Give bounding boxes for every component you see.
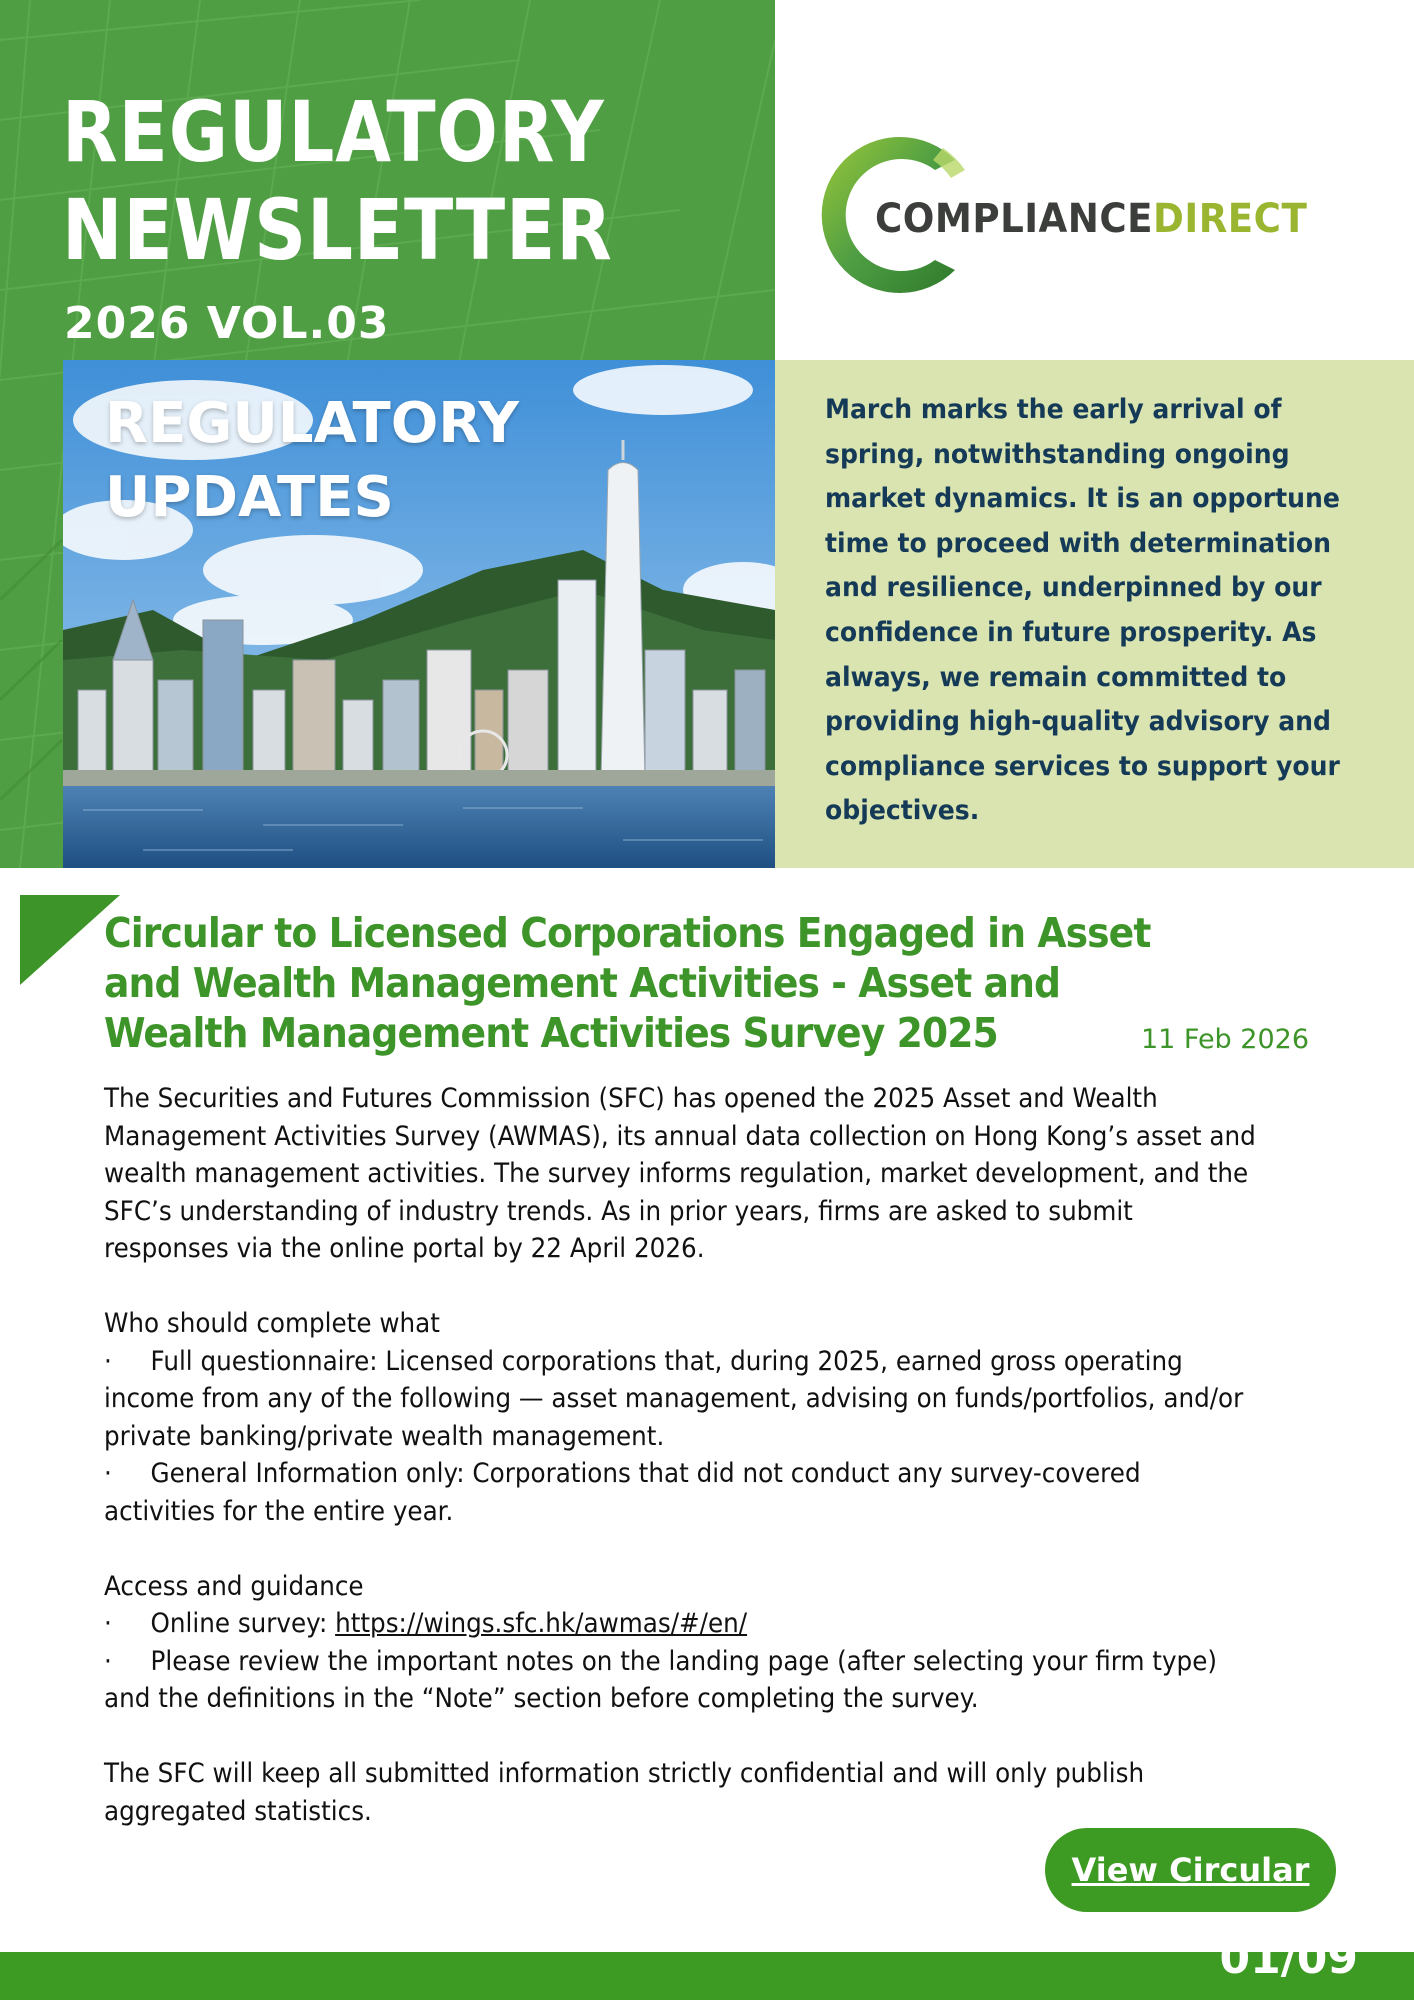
spacer	[104, 1530, 1257, 1568]
bullet-icon: ·	[104, 1608, 112, 1639]
list-item	[104, 1343, 1257, 1456]
newsletter-title-line-2: NEWSLETTER	[62, 181, 613, 279]
view-circular-button[interactable]: View Circular	[1045, 1828, 1336, 1912]
list-item	[104, 1643, 1257, 1718]
section-heading-access: Access and guidance	[104, 1570, 364, 1602]
bullet-text: Please review the important notes on the landing page (after selecting your firm type) and the definitions in the “Note” section before completing the survey.	[104, 1645, 1217, 1714]
section-heading-who: Who should complete what	[104, 1308, 440, 1339]
closing-paragraph: The SFC will keep all submitted information strictly confidential and will only publish aggregated statistics.	[104, 1758, 1145, 1827]
list-item	[104, 1605, 1257, 1643]
intro-message: March marks the early arrival of spring, notwithstanding ongoing market dynamics. It is an opportune time to proceed with determination and resilience, underpinned by our confidence in future prosperity. As always, we remain committed to providing high-quality advisory and compliance services to support your objectives.	[825, 394, 1340, 827]
hero-overlay-line-1: REGULATORY	[105, 391, 519, 456]
bullet-icon: ·	[104, 1345, 112, 1377]
bullet-text: Full questionnaire: Licensed corporations that, during 2025, earned gross operating income from any of the following — asset management, advising on funds/portfolios, and/or private banking/private wealth management.	[104, 1345, 1244, 1452]
logo-text-direct: DIRECT	[1153, 196, 1308, 242]
volume-label: 2026 VOL.03	[64, 298, 390, 349]
page-number: 01/09	[1219, 1933, 1358, 1984]
article-paragraph: The Securities and Futures Commission (SFC) has opened the 2025 Asset and Wealth Management Activities Survey (AWMAS), its annual data collection on Hong Kong’s asset and wealth management activities. The survey informs regulation, market development, and the SFC’s understanding of industry trends. As in prior years, firms are asked to submit responses via the online portal by 22 April 2026.	[104, 1083, 1256, 1264]
article-title: Circular to Licensed Corporations Engaged in Asset and Wealth Management Activities - Asset and Wealth Management Activities Survey 2025	[104, 909, 1151, 1057]
bullet-label: Online survey:	[150, 1608, 336, 1639]
online-survey-link[interactable]: https://wings.sfc.hk/awmas/#/en/	[335, 1608, 748, 1639]
logo-wordmark	[875, 196, 1307, 242]
footer-bar	[0, 1952, 1414, 2000]
bullet-icon: ·	[104, 1458, 112, 1489]
article-body	[104, 1080, 1257, 1830]
logo	[775, 0, 1414, 360]
logo-text-compliance: COMPLIANCE	[875, 196, 1154, 242]
spacer	[104, 1718, 1257, 1756]
article-date: 11 Feb 2026	[1140, 1024, 1309, 1055]
intro-box	[775, 360, 1414, 868]
bullet-icon: ·	[104, 1645, 112, 1677]
spacer	[104, 1268, 1257, 1306]
bullet-text: General Information only: Corporations that did not conduct any survey-covered activities for the entire year.	[104, 1458, 1141, 1527]
hero-overlay-line-2: UPDATES	[105, 465, 394, 530]
list-item	[104, 1455, 1257, 1530]
newsletter-title-line-1: REGULATORY	[62, 83, 605, 181]
hong-kong-skyline-image	[63, 360, 775, 868]
